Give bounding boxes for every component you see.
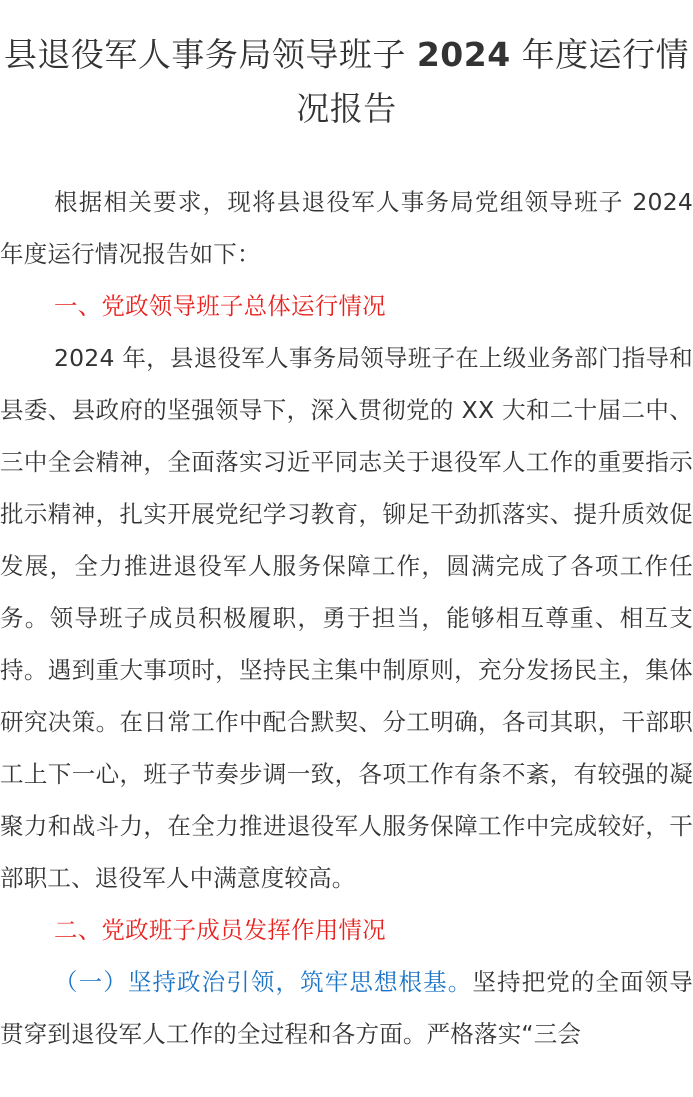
document-body	[0, 176, 693, 1060]
title-year: 2024	[416, 35, 511, 74]
intro-paragraph: 根据相关要求，现将县退役军人事务局党组领导班子 2024 年度运行情况报告如下：	[0, 188, 693, 268]
section1-heading: 一、党政领导班子总体运行情况	[54, 292, 386, 320]
subsection1-heading: （一）坚持政治引领，筑牢思想根基。	[54, 968, 473, 996]
title-part1: 县退役军人事务局领导班子	[3, 35, 417, 74]
section2-heading: 二、党政班子成员发挥作用情况	[54, 916, 386, 944]
subsection1-paragraph	[0, 956, 693, 1060]
section1-paragraph: 2024 年，县退役军人事务局领导班子在上级业务部门指导和县委、县政府的坚强领导下，深入贯彻党的 XX 大和二十届二中、三中全会精神，全面落实习近平同志关于退役军人工作的重要指示批示精神，扎实开展党纪学习教育，铆足干劲抓落实、提升质效促发展，全力推进退役军人服务保障工作，圆满完成了各项工作任务。领导班子成员积极履职，勇于担当，能够相互尊重、相互支持。遇到重大事项时，坚持民主集中制原则，充分发扬民主，集体研究决策。在日常工作中配合默契、分工明确，各司其职，干部职工上下一心，班子节奏步调一致，各项工作有条不紊，有较强的凝聚力和战斗力，在全力推进退役军人服务保障工作中完成较好，干部职工、退役军人中满意度较高。	[0, 344, 693, 892]
document-title	[0, 0, 693, 136]
title-part2: 年度运行情况报告	[296, 35, 690, 128]
subsection1-body: 坚持把党的全面领导贯穿到退役军人工作的全过程和各方面。严格落实“三会	[0, 968, 693, 1048]
